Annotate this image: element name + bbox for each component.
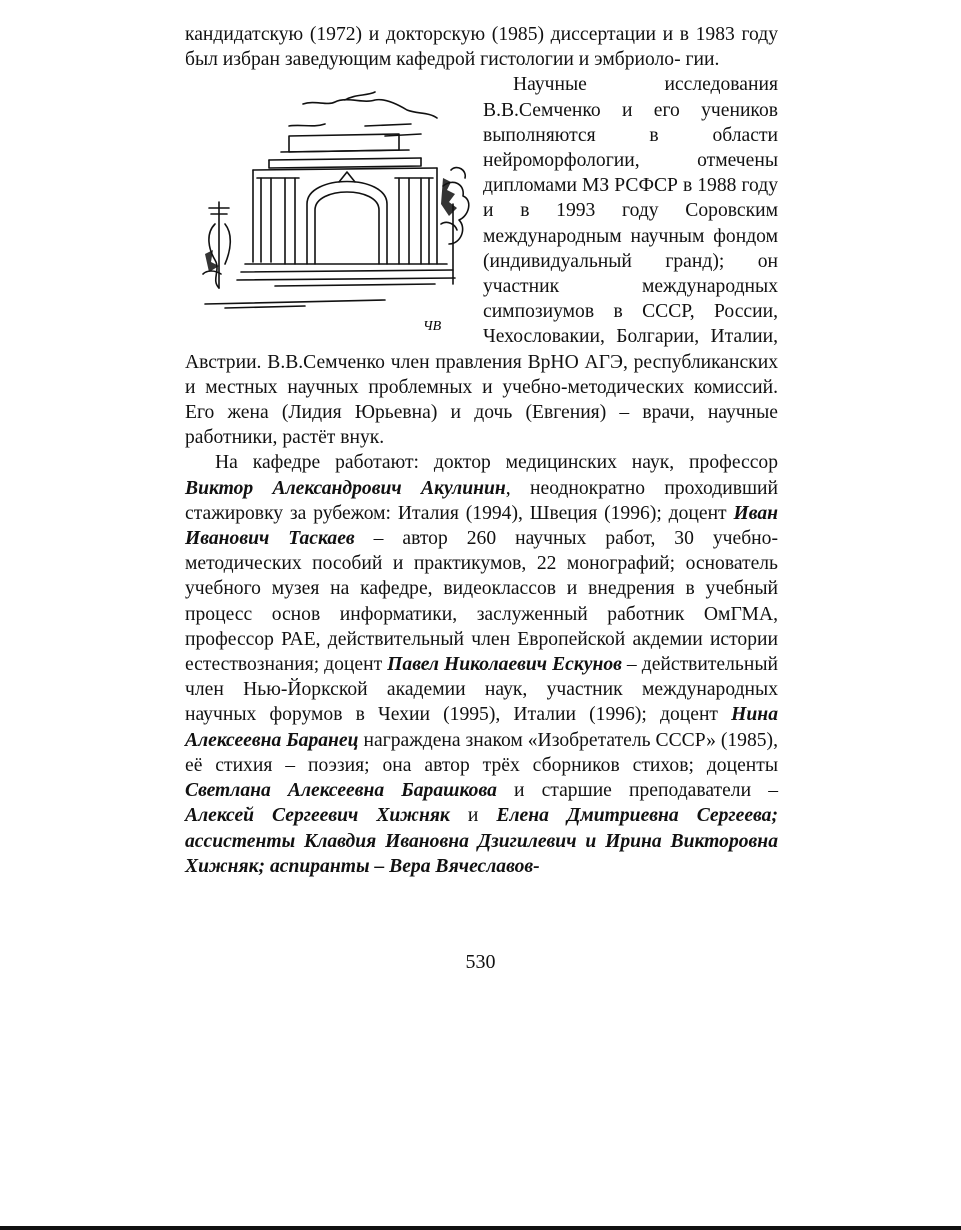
paragraph-continuation: кандидатскую (1972) и докторскую (1985) диссертации и в 1983 году был избран заведующим кафедрой гистологии и эмбриоло- гии. [185,24,778,71]
staff-name: Иван Иванович Таскаев [185,502,778,550]
staff-name: Елена Дмитриевна Сергеева; ассистенты Клавдия Ивановна Дзигилевич и Ирина Викторовна Хижняк; аспиранты – Вера Вячеславов- [185,805,778,877]
staff-name: Виктор Александрович Акулинин [185,477,506,499]
staff-name: Светлана Алексеевна Барашкова [185,780,497,802]
staff-name: Алексей Сергеевич Хижняк [185,805,450,827]
gate-sketch-drawing [185,74,473,332]
staff-text: – автор 260 научных работ, 30 учебно-методических пособий и практикумов, 22 монографий; основатель учебного музея на кафедре, видеоклассов и внедрения в учебный процесс основ информатики, заслуженный работник ОмГМА, профессор РАЕ, действительный член Европейской акдемии истории естествознания; доцент [185,528,778,676]
staff-text: – действительный член Нью-Йоркской академии наук, участник международных научных форумов в Чехии (1995), Италии (1996); доцент [185,654,778,726]
building-gate-illustration [185,74,473,332]
paragraph-research: Научные исследования В.В.Семченко и его учеников выполняются в области нейроморфологии, отмечены дипломами МЗ РСФСР в 1988 году и в 1993 году Соровским международным научным фондом (индивидуальный гранд); он участник международных симпозиумов в СССР, России, Чехословакии, Болгарии, Италии, Австрии. В.В.Семченко член правления ВрНО АГЭ, республиканских и местных научных проблемных и учебно-методических комиссий. Его жена (Лидия Юрьевна) и дочь (Евгения) – врачи, научные работники, растёт внук. [185,74,778,449]
staff-text: награждена знаком «Изобретатель СССР» (1985), её стихия – поэзия; она автор трёх сборников стихов; доценты [185,729,778,776]
artist-signature: ЧВ [423,319,442,333]
staff-name: Нина Алексеевна Баранец [185,704,778,751]
staff-text: и старшие преподаватели – [496,780,778,802]
staff-text: На кафедре работают: доктор медицинских наук, профессор [215,452,778,474]
staff-text: , неоднократно проходивший стажировку за рубежом: Италия (1994), Швеция (1996); доцент [185,477,779,524]
page-text-column [185,22,778,879]
staff-name: Павел Николаевич Ескунов [387,654,622,676]
page-bottom-edge [0,1226,961,1230]
page-number: 530 [465,951,496,973]
paragraph-staff [185,450,778,878]
staff-text: и [449,805,497,827]
